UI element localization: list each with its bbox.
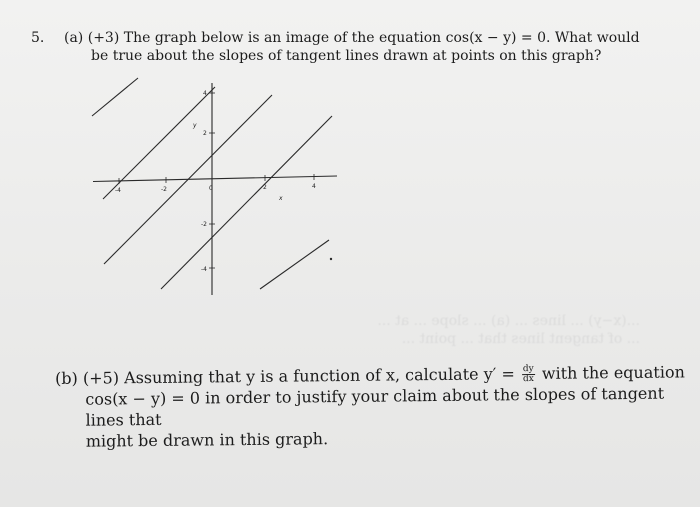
graph-line-3 <box>104 95 272 264</box>
question-number: 5. <box>31 30 45 46</box>
x-tick-label: -4 <box>115 187 121 194</box>
x-axis-label: x <box>279 195 283 202</box>
part-a-label: (a) <box>64 30 84 46</box>
part-b-line1-end: with the equation <box>541 362 685 383</box>
graph-line-2 <box>103 87 215 199</box>
x-axis <box>93 176 337 182</box>
part-a-line1: (+3) The graph below is an image of the equation cos(x − y) = 0. What would <box>87 30 640 46</box>
part-b-label: (b) <box>55 368 78 388</box>
part-b-line3: might be drawn in this graph. <box>85 429 329 451</box>
y-tick-label: 4 <box>203 90 207 97</box>
x-tick-label: 0 <box>209 185 213 192</box>
graph-line-5 <box>260 240 329 289</box>
graph-line-4 <box>161 116 332 289</box>
y-tick-label: -2 <box>201 221 207 228</box>
part-b-text <box>55 361 691 452</box>
y-axis-label: y <box>193 122 197 129</box>
x-tick-label: -2 <box>161 186 167 193</box>
graph-dot <box>330 258 332 260</box>
part-b-line1-start: (+5) Assuming that y is a function of x, calculate y′ = <box>82 364 515 388</box>
graph-line-1 <box>92 78 138 116</box>
x-tick-label: 4 <box>312 183 316 190</box>
part-a-line2: be true about the slopes of tangent lines drawn at points on this graph? <box>91 48 602 64</box>
y-tick-label: 2 <box>203 130 207 137</box>
y-tick-label: -4 <box>201 266 207 273</box>
bleed-through-text: ...(x−y) ... lines ... (a) ... slope ... at ... ... of tangent lines that ... point ... <box>377 313 640 347</box>
part-b-line2: cos(x − y) = 0 in order to justify your claim about the slopes of tangent lines that <box>85 383 665 430</box>
dy-dx-fraction: $\frac{dy}{dx}$ <box>522 363 534 385</box>
x-tick-label: 2 <box>263 184 267 191</box>
